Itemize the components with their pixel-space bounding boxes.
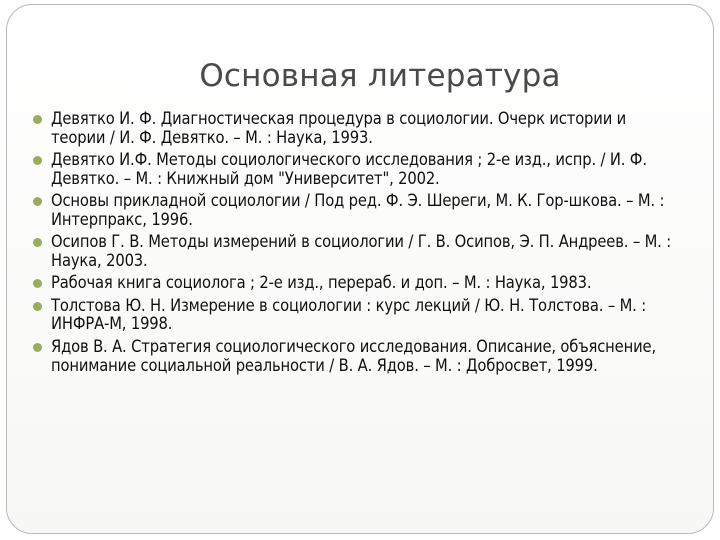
reference-list [33,110,683,379]
list-item [33,110,683,148]
reference-text: Девятко И. Ф. Диагностическая процедура в социологии. Очерк истории и теории / И. Ф. Девятко. – М. : Наука, 1993. [51,109,627,147]
list-item [33,297,683,335]
reference-text: Основы прикладной социологии / Под ред. Ф. Э. Шереги, М. К. Гор-шкова. – М. : Интерпракс, 1996. [51,191,665,229]
reference-text: Ядов В. А. Стратегия социологического исследования. Описание, объяснение, понимание социальной реальности / В. А. Ядов. – М. : Добросвет, 1999. [51,336,656,375]
bullet-icon [33,238,42,247]
list-item [33,338,683,376]
reference-text: Девятко И.Ф. Методы социологического исследования ; 2-е изд., испр. / И. Ф. Девятко. – М. : Книжный дом "Университет", 2002. [51,150,647,188]
slide-title: Основная литература [199,58,561,94]
reference-text: Рабочая книга социолога ; 2-е изд., перераб. и доп. – М. : Наука, 1983. [51,273,592,293]
list-item [33,192,683,230]
bullet-icon [33,279,42,288]
list-item [33,274,683,293]
reference-text: Толстова Ю. Н. Измерение в социологии : курс лекций / Ю. Н. Толстова. – М. : ИНФРА-М, 1998. [51,295,647,334]
bullet-icon [33,343,42,352]
list-item [33,233,683,271]
reference-text: Осипов Г. В. Методы измерений в социологии / Г. В. Осипов, Э. П. Андреев. – М. : Наука, 2003. [51,232,672,271]
list-item [33,151,683,189]
bullet-icon [33,197,42,206]
bullet-icon [33,115,42,124]
bullet-icon [33,156,42,165]
bullet-icon [33,302,42,311]
